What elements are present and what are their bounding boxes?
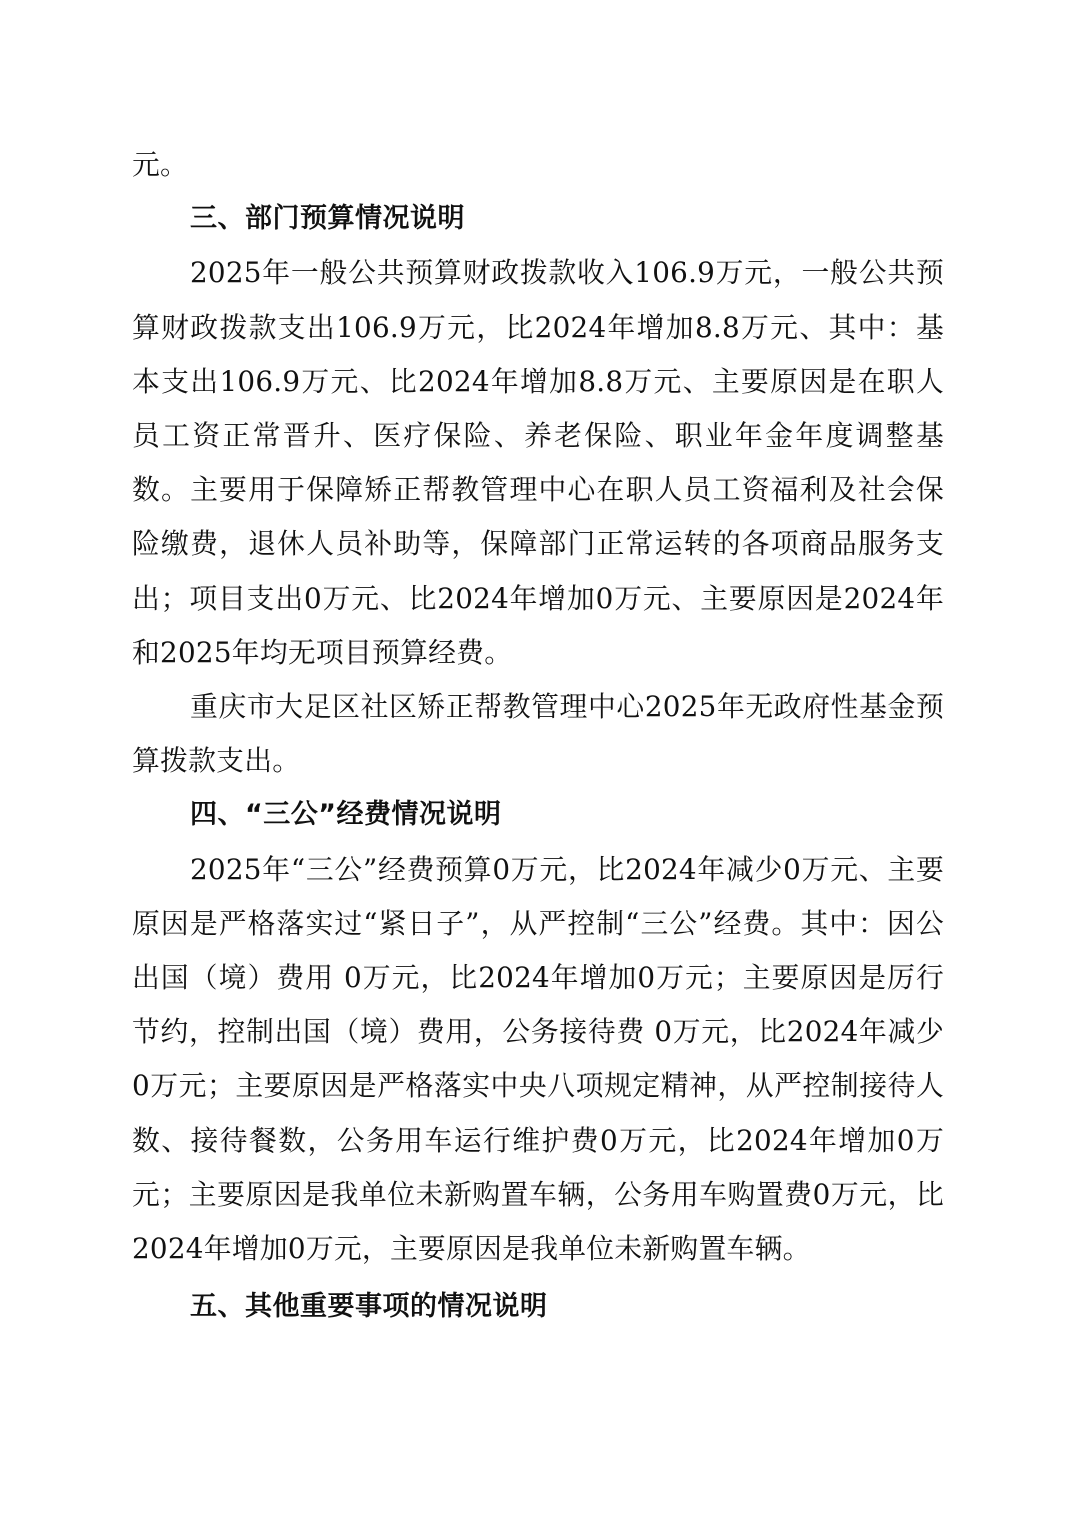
budget-paragraph: 2025年一般公共预算财政拨款收入106.9万元，一般公共预算财政拨款支出106.9万元，比2024年增加8.8万元、其中：基本支出106.9万元、比2024年增加8.8万元、主要原因是在职人员工资正常晋升、医疗保险、养老保险、职业年金年度调整基数。主要用于保障矫正帮教管理中心在职人员工资福利及社会保险缴费，退休人员补助等，保障部门正常运转的各项商品服务支出；项目支出0万元、比2024年增加0万元、主要原因是2024年和2025年均无项目预算经费。 <box>132 256 944 669</box>
document-body <box>132 138 944 1334</box>
section-heading-budget: 三、部门预算情况说明 <box>190 203 465 235</box>
section-heading-other-matters: 五、其他重要事项的情况说明 <box>190 1291 548 1323</box>
section-heading-three-public-expenses: 四、“三公”经费情况说明 <box>190 799 502 831</box>
government-fund-paragraph: 重庆市大足区社区矫正帮教管理中心2025年无政府性基金预算拨款支出。 <box>132 690 944 778</box>
continued-text: 元。 <box>132 148 189 181</box>
three-public-expenses-paragraph: 2025年“三公”经费预算0万元，比2024年减少0万元、主要原因是严格落实过“紧日子”，从严控制“三公”经费。其中：因公出国（境）费用 0万元，比2024年增加0万元；主要原因是厉行节约，控制出国（境）费用，公务接待费 0万元，比2024年减少0万元；主要原因是严格落实中央八项规定精神，从严控制接待人数、接待餐数，公务用车运行维护费0万元，比2024年增加0万元；主要原因是我单位未新购置车辆，公务用车购置费0万元，比2024年增加0万元，主要原因是我单位未新购置车辆。 <box>132 852 944 1266</box>
